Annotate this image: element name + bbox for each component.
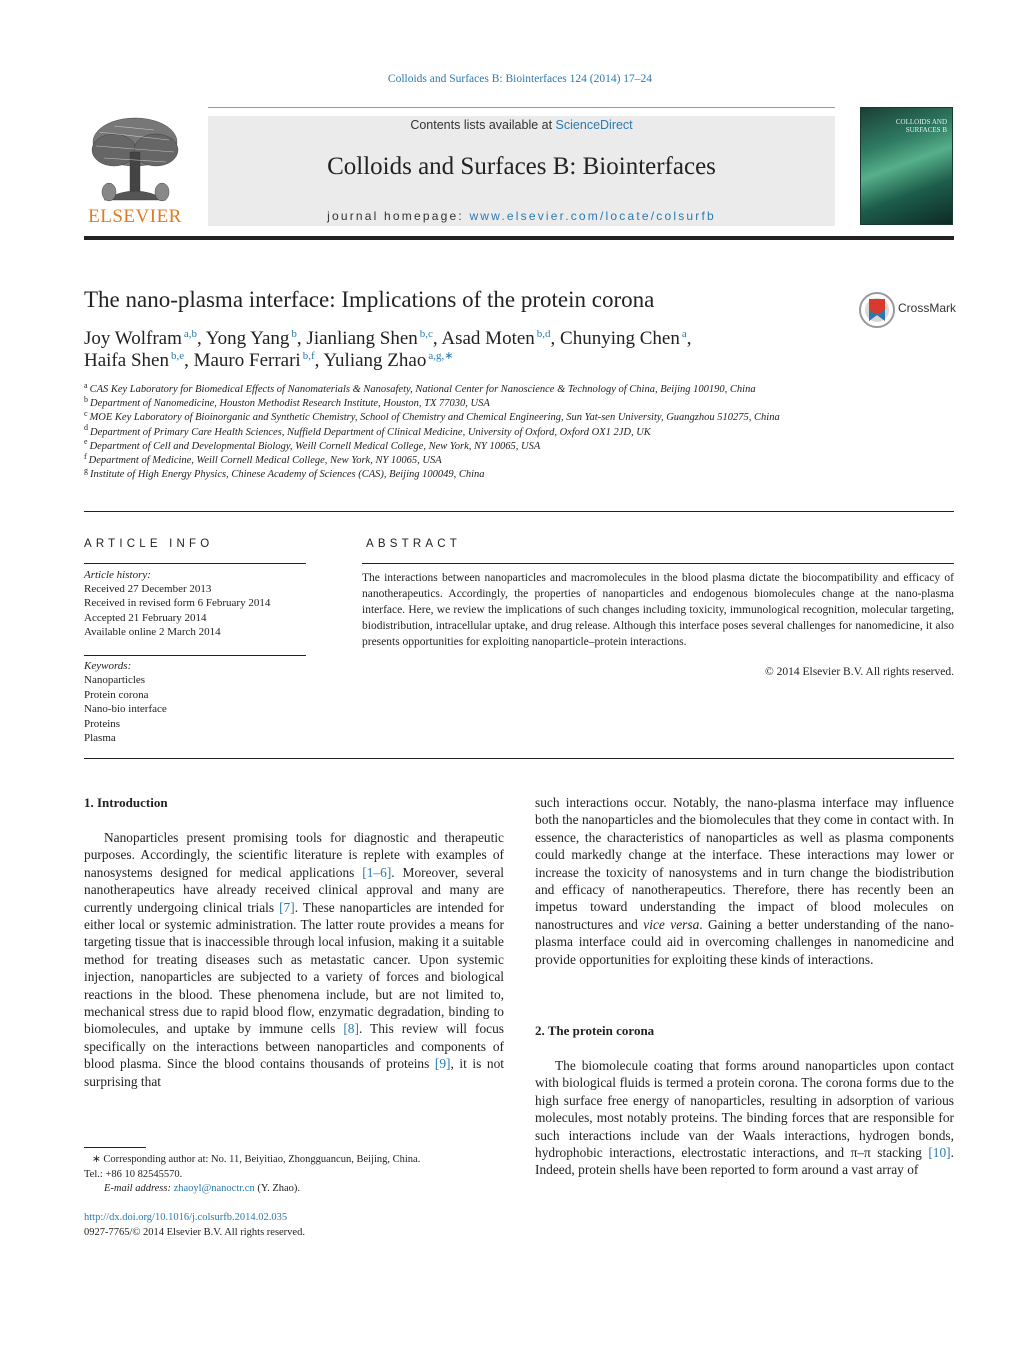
homepage-link[interactable]: www.elsevier.com/locate/colsurfb — [469, 209, 716, 223]
author-affiliation-marker[interactable]: b — [291, 327, 297, 340]
text-run: . Moreover, several nanotherapeutics have already received clinical approval and many are currently undergoing clinical trials — [84, 864, 504, 915]
footnote — [84, 1153, 504, 1197]
history-entry: Received 27 December 2013 — [84, 583, 212, 596]
section-1-heading: 1. Introduction — [84, 795, 168, 810]
affiliation — [84, 394, 854, 411]
text-run: . This review will focus specifically on the interactions between nanoparticles and components of blood plasma. Since the blood contains thousands of proteins — [84, 1021, 504, 1072]
article-info — [84, 568, 306, 639]
abstract-rule — [362, 563, 954, 564]
section-2-heading: 2. The protein corona — [535, 1023, 655, 1038]
sciencedirect-link[interactable]: ScienceDirect — [555, 118, 633, 132]
affiliation-text: Department of Nanomedicine, Houston Methodist Research Institute, Houston, TX 77030, USA — [90, 398, 490, 410]
keywords-list — [84, 673, 306, 745]
paragraph — [535, 1057, 954, 1179]
journal-masthead — [208, 116, 835, 226]
front-matter-rule — [84, 758, 954, 759]
history-entry: Accepted 21 February 2014 — [84, 611, 207, 624]
history-label: Article history: — [84, 569, 151, 581]
paragraph — [84, 829, 504, 1090]
author-affiliation-marker[interactable]: b,f — [302, 349, 315, 362]
article-title: The nano-plasma interface: Implications of the protein corona — [84, 287, 655, 312]
keyword[interactable]: Nanoparticles — [84, 674, 146, 687]
emphasis: vice versa — [643, 916, 700, 932]
corresponding-author: ∗ Corresponding author at: No. 11, Beiyitiao, Zhongguancun, Beijing, China. — [92, 1154, 421, 1165]
author-separator: , — [314, 350, 324, 371]
doi-block — [84, 1211, 305, 1240]
authors-line-1 — [84, 328, 691, 350]
citation-link[interactable]: [8] — [343, 1021, 359, 1037]
affiliation-text: Department of Medicine, Weill Cornell Medical College, New York, NY 10065, USA — [88, 455, 442, 467]
abstract-text: The interactions between nanoparticles and macromolecules in the blood plasma dictate the biocompatibility and efficacy of nanotherapeutics. Accordingly, the properties of nanoparticles and endogenous biomolecules change at the nano-plasma interface. Here, we review the implications of such changes including toxicity, immunological recognition, molecular targeting, biodistribution, intracellular uptake, and drug release. Although this interface poses several challenges for nanomedicine, it also presents opportunities for exploiting nanoparticle–protein interactions. — [362, 572, 954, 648]
author-name[interactable]: Yong Yang — [205, 328, 290, 349]
author-affiliation-marker[interactable]: b,c — [419, 327, 433, 340]
affiliation-key: d — [84, 423, 88, 433]
author-name[interactable]: Haifa Shen — [84, 350, 169, 371]
contents-line: Contents lists available at ScienceDirect — [410, 118, 633, 132]
authors-line-2 — [84, 350, 453, 372]
article-info-heading: ARTICLE INFO — [84, 538, 214, 550]
elsevier-logo[interactable] — [84, 112, 186, 228]
affiliation-text: MOE Key Laboratory of Bioinorganic and Synthetic Chemistry, School of Chemistry and Chemical Engineering, Sun Yat-sen University, Guangzhou 510275, China — [89, 412, 780, 424]
footnote-rule — [84, 1147, 146, 1148]
text-run: , it is not surprising that — [84, 1056, 504, 1089]
section-1-text — [84, 829, 504, 1090]
abstract-heading: ABSTRACT — [366, 538, 461, 550]
journal-cover-thumbnail[interactable] — [860, 107, 953, 225]
author-name[interactable]: Joy Wolfram — [84, 328, 182, 349]
author-separator: , — [432, 328, 442, 349]
text-run: such interactions occur. Notably, the nano-plasma interface may influence both the nanoparticles and the biomolecules that they come in contact with. In essence, the characteristics of nanoparticles as well as plasma components could markedly change at the interface. These interactions may lower or increase the toxicity of nanosystems and in turn change the biodistribution and efficacy of nanotherapeutics. Therefore, there has recently been an impetus toward understanding the impact of blood molecules on nanostructures and — [535, 795, 954, 932]
email-link[interactable]: zhaoyl@nanoctr.cn — [173, 1183, 255, 1194]
citation-link[interactable]: [10] — [928, 1145, 951, 1161]
affiliation-text: Department of Primary Care Health Sciences, Nuffield Department of Clinical Medicine, University of Oxford, Oxford OX1 2JD, UK — [90, 426, 651, 438]
affiliation — [84, 465, 854, 482]
elsevier-wordmark: ELSEVIER — [88, 206, 182, 227]
author-name[interactable]: Mauro Ferrari — [193, 350, 301, 371]
affiliation — [84, 451, 854, 468]
crossmark-label: CrossMark — [898, 301, 957, 315]
history-list — [84, 582, 306, 639]
journal-title: Colloids and Surfaces B: Biointerfaces — [327, 153, 716, 180]
author-affiliation-marker[interactable]: a,g,∗ — [428, 349, 454, 362]
author-separator: , — [184, 350, 194, 371]
keyword[interactable]: Nano-bio interface — [84, 703, 167, 716]
cover-title: COLLOIDS AND SURFACES B — [895, 118, 947, 134]
text-run: . These nanoparticles are intended for either local or systemic administration. The latter route provides a means for targeting tissue that is inaccessible through local infusion, making it a suitable method for treating diseases such as metastatic cancer. Upon systemic injection, nanoparticles are subjected to a variety of forces and biological reactions in the blood. These phenomena include, but are not limited to, mechanical stress due to rapid blood flow, enzymatic degradation, binding to biomolecules, and uptake by immune cells — [84, 899, 504, 1037]
crossmark-badge[interactable] — [858, 291, 958, 329]
keyword[interactable]: Plasma — [84, 732, 116, 745]
author-separator: , — [296, 328, 307, 349]
journal-citation[interactable]: Colloids and Surfaces B: Biointerfaces 124 (2014) 17–24 — [387, 73, 653, 85]
author-name[interactable]: Jianliang Shen — [306, 328, 418, 349]
masthead-top-rule — [208, 107, 835, 108]
column-2-text — [535, 794, 954, 968]
author-name[interactable]: Yuliang Zhao — [323, 350, 427, 371]
citation-link[interactable]: [9] — [434, 1056, 451, 1072]
abstract-copyright: © 2014 Elsevier B.V. All rights reserved. — [765, 666, 954, 678]
affiliation-key: f — [84, 451, 87, 461]
affiliation-text: Institute of High Energy Physics, Chinese Academy of Sciences (CAS), Beijing 100049, China — [90, 469, 485, 481]
history-entry: Available online 2 March 2014 — [84, 625, 221, 638]
affiliation-key: e — [84, 437, 88, 447]
doi-link[interactable]: http://dx.doi.org/10.1016/j.colsurfb.2014.02.035 — [84, 1212, 288, 1223]
article-info-rule — [84, 563, 306, 564]
affiliation — [84, 380, 854, 397]
affiliation-text: Department of Cell and Developmental Biology, Weill Cornell Medical College, New York, NY 10065, USA — [89, 440, 541, 452]
author-affiliation-marker[interactable]: a — [681, 327, 687, 340]
paragraph — [535, 794, 954, 968]
affiliation — [84, 437, 854, 454]
text-run: . Gaining a better understanding of the nano-plasma interface could aid in overcoming challenges in nanomedicine and provide opportunities for exploiting these kinds of interactions. — [535, 916, 955, 967]
citation-link[interactable]: [7] — [279, 899, 295, 915]
author-separator: , — [197, 328, 206, 349]
affiliations-list — [84, 380, 854, 482]
author-name[interactable]: Chunying Chen — [560, 328, 680, 349]
affiliation-key: b — [84, 394, 88, 404]
history-entry: Received in revised form 6 February 2014 — [84, 597, 271, 610]
author-name[interactable]: Asad Moten — [441, 328, 535, 349]
citation-link[interactable]: [1–6] — [362, 864, 392, 880]
author-affiliation-marker[interactable]: b,e — [170, 349, 185, 362]
affiliation — [84, 423, 854, 440]
email-line: E-mail address: zhaoyl@nanoctr.cn (Y. Zhao). — [104, 1183, 301, 1194]
affiliations-rule — [84, 511, 954, 512]
keyword[interactable]: Protein corona — [84, 688, 149, 701]
author-separator: , — [550, 328, 561, 349]
keywords-box — [84, 659, 306, 745]
affiliation-key: c — [84, 408, 88, 418]
issn-line: 0927-7765/© 2014 Elsevier B.V. All rights reserved. — [84, 1226, 305, 1238]
keyword[interactable]: Proteins — [84, 717, 121, 730]
keywords-label: Keywords: — [84, 660, 132, 672]
affiliation — [84, 408, 854, 425]
author-affiliation-marker[interactable]: a,b — [183, 327, 197, 340]
author-affiliation-marker[interactable]: b,d — [536, 327, 551, 340]
author-separator: , — [686, 328, 692, 349]
affiliation-key: g — [84, 465, 88, 475]
journal-homepage: journal homepage: www.elsevier.com/locate/colsurfb — [327, 209, 716, 223]
text-run: . Indeed, protein shells have been reported to form around a vast array of — [535, 1145, 954, 1178]
header-thick-rule — [84, 236, 954, 240]
section-2-text — [535, 1057, 954, 1179]
crossmark-icon — [858, 291, 896, 329]
keywords-rule — [84, 655, 306, 656]
text-run: The biomolecule coating that forms around nanoparticles upon contact with biological fluids is termed a protein corona. The corona forms due to the high surface free energy of nanoparticles, resulting in adsorption of various molecules, most notably proteins. The binding forces that are responsible for such interactions include van der Waals interactions, hydrogen bonds, hydrophobic interactions, electrostatic interactions, and π–π stacking — [535, 1058, 954, 1161]
affiliation-key: a — [84, 380, 88, 390]
telephone: Tel.: +86 10 82545570. — [84, 1168, 183, 1180]
affiliation-text: CAS Key Laboratory for Biomedical Effects of Nanomaterials & Nanosafety, National Center for Nanoscience & Technology of China, Beijing 100190, China — [89, 384, 756, 395]
text-run: Nanoparticles present promising tools for diagnostic and therapeutic purposes. Accordingly, the scientific literature is replete with examples of nanosystems designed for medical applications — [84, 830, 504, 880]
